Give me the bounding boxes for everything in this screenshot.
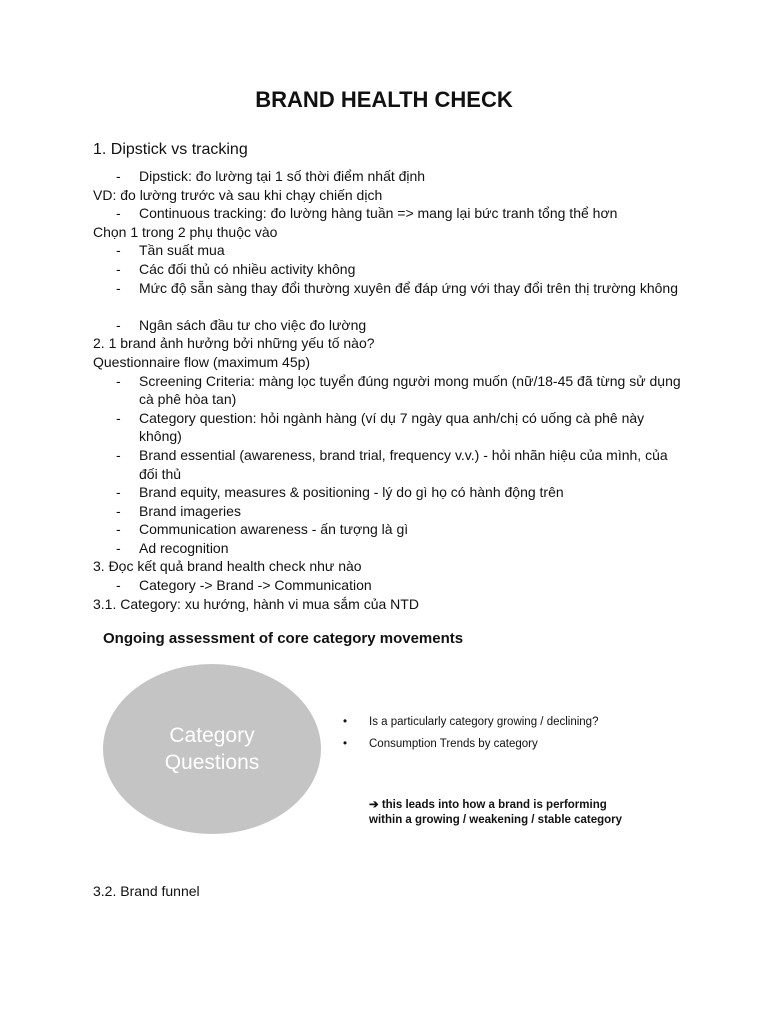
list-dash: - — [116, 521, 121, 538]
list-item-text: Screening Criteria: màng lọc tuyển đúng người mong muốn (nữ/18-45 đã từng sử dụng cà phê hòa tan) — [139, 372, 681, 408]
list-item-text: Brand equity, measures & positioning - lý do gì họ có hành động trên — [139, 484, 564, 501]
list-item — [93, 446, 683, 483]
figure-bullet — [343, 737, 598, 751]
figure-bullet — [343, 715, 598, 729]
figure-bullet-list — [343, 715, 598, 759]
list-item-text: Category -> Brand -> Communication — [139, 577, 372, 594]
list-item-text: Mức độ sẵn sàng thay đổi thường xuyên để đáp ứng với thay đổi trên thị trường không — [139, 279, 679, 296]
section-heading-factors: 2. 1 brand ảnh hưởng bởi những yếu tố nào? — [93, 335, 375, 352]
list-dash: - — [116, 539, 121, 556]
list-item-text: Brand essential (awareness, brand trial, frequency v.v.) - hỏi nhãn hiệu của mình, của đối thủ — [139, 446, 668, 482]
list-item-text: Brand imageries — [139, 502, 241, 519]
list-dash: - — [116, 316, 121, 333]
bullet-dot-icon: • — [343, 738, 348, 750]
category-figure — [93, 622, 683, 862]
list-item-text: Communication awareness - ấn tượng là gì — [139, 521, 409, 538]
list-item — [93, 167, 683, 186]
list-item-text: Category question: hỏi ngành hàng (ví dụ 7 ngày qua anh/chị có uống cà phê này không) — [139, 409, 645, 445]
list-dash: - — [116, 279, 121, 296]
list-item-text: Các đối thủ có nhiều activity không — [139, 260, 356, 277]
list-item-text: Continuous tracking: đo lường hàng tuần => mang lại bức tranh tổng thể hơn — [139, 205, 618, 222]
list-item-text: Ngân sách đầu tư cho việc đo lường — [139, 316, 367, 333]
body-line: Questionnaire flow (maximum 45p) — [93, 353, 311, 370]
figure-title: Ongoing assessment of core category movements — [103, 630, 464, 647]
category-questions-circle — [103, 664, 321, 834]
body-line: VD: đo lường trước và sau khi chạy chiến dịch — [93, 186, 383, 203]
section-heading-dipstick: 1. Dipstick vs tracking — [93, 141, 248, 158]
list-item — [93, 409, 683, 446]
section-heading-brand-funnel: 3.2. Brand funnel — [93, 883, 200, 899]
conclusion-line2: within a growing / weakening / stable category — [369, 814, 623, 826]
section-heading-category: 3.1. Category: xu hướng, hành vi mua sắm của NTD — [93, 595, 419, 612]
list-dash: - — [116, 168, 121, 184]
list-dash: - — [116, 242, 121, 259]
list-dash: - — [116, 577, 121, 594]
list-item — [93, 241, 683, 260]
section-heading-results: 3. Đọc kết quả brand health check như nào — [93, 558, 362, 575]
circle-label-line1: Category — [169, 724, 255, 747]
list-item — [93, 260, 683, 279]
list-item — [93, 204, 683, 223]
document-body — [93, 167, 683, 613]
body-line: Chọn 1 trong 2 phụ thuộc vào — [93, 223, 278, 240]
list-item-text: Ad recognition — [139, 539, 229, 556]
figure-bullet-text: Consumption Trends by category — [369, 738, 538, 750]
list-item — [93, 502, 683, 521]
list-item — [93, 576, 683, 595]
list-dash: - — [116, 205, 121, 222]
list-item-text: Dipstick: đo lường tại 1 số thời điểm nhất định — [139, 168, 426, 184]
list-item — [93, 316, 683, 335]
list-dash: - — [116, 409, 121, 426]
figure-bullet-text: Is a particularly category growing / declining? — [369, 716, 599, 728]
page-title: BRAND HEALTH CHECK — [255, 87, 513, 112]
list-item — [93, 279, 683, 316]
list-dash: - — [116, 260, 121, 277]
list-item — [93, 539, 683, 558]
list-dash: - — [116, 446, 121, 463]
figure-conclusion — [369, 798, 622, 828]
list-item — [93, 483, 683, 502]
list-item — [93, 372, 683, 409]
list-item-text: Tần suất mua — [139, 242, 225, 259]
conclusion-line1: ➔ this leads into how a brand is performing — [369, 799, 607, 811]
list-dash: - — [116, 502, 121, 519]
circle-label-line2: Questions — [164, 751, 260, 774]
bullet-dot-icon: • — [343, 716, 348, 728]
list-dash: - — [116, 372, 121, 389]
list-dash: - — [116, 484, 121, 501]
list-item — [93, 520, 683, 539]
